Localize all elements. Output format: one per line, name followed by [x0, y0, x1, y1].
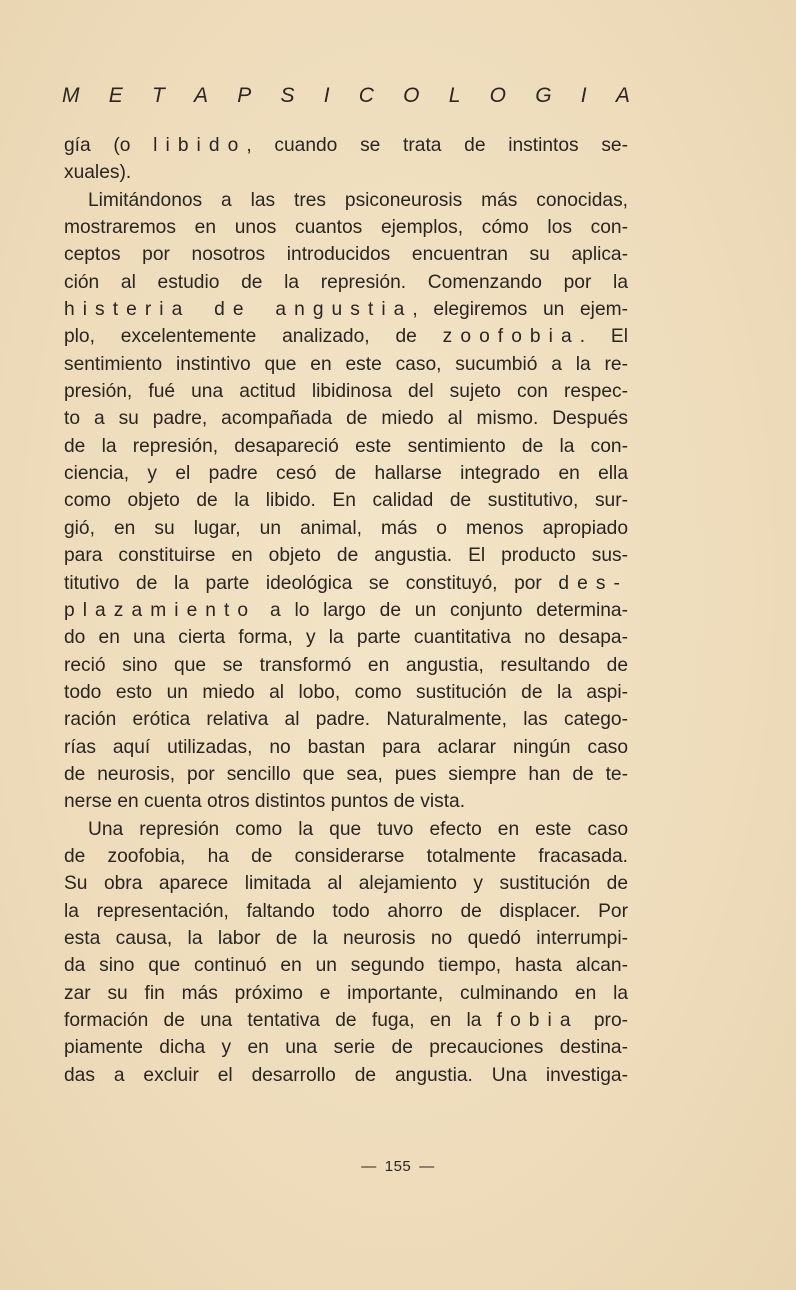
- text-line: [64, 460, 628, 487]
- text-run: para constituirse en objeto de angustia. El producto sus-: [64, 545, 628, 567]
- running-head-letter: S: [280, 84, 295, 107]
- text-line: [64, 323, 628, 350]
- text-line: [64, 159, 628, 186]
- text-line: [64, 925, 628, 952]
- text-line: [64, 570, 628, 597]
- running-head-letter: O: [489, 84, 506, 107]
- text-run: piamente dicha y en una serie de precauciones destina-: [64, 1037, 628, 1059]
- running-head-letter: A: [615, 84, 630, 107]
- text-line: [64, 843, 628, 870]
- text-run: da sino que continuó en un segundo tiempo, hasta alcan-: [64, 955, 628, 977]
- text-run: presión, fué una actitud libidinosa del sujeto con respec-: [64, 381, 628, 403]
- text-run: das a excluir el desarrollo de angustia. Una investiga-: [64, 1064, 628, 1086]
- page-number: [0, 1158, 796, 1175]
- running-head-letter: C: [358, 84, 374, 107]
- text-line: [64, 734, 628, 761]
- running-head: [62, 84, 630, 108]
- text-line: [64, 679, 628, 706]
- running-head-letter: O: [403, 84, 420, 107]
- text-line: [64, 652, 628, 679]
- text-line: [64, 187, 628, 214]
- running-head-letter: L: [448, 84, 461, 107]
- text-run: xuales).: [64, 162, 132, 184]
- text-run: Una represión como la que tuvo efecto en este caso: [88, 818, 628, 840]
- text-run: esta causa, la labor de la neurosis no quedó interrumpi-: [64, 927, 628, 949]
- text-line: [64, 1007, 628, 1034]
- text-line: [64, 761, 628, 788]
- text-run: do en una cierta forma, y la parte cuantitativa no desapa-: [64, 627, 628, 649]
- running-head-letter: M: [62, 84, 80, 107]
- text-line: [64, 788, 628, 815]
- text-line: [64, 405, 628, 432]
- text-run: pro-: [578, 1010, 629, 1031]
- running-head-letter: T: [151, 84, 165, 107]
- text-run: reció sino que se transformó en angustia, resultando de: [64, 654, 628, 676]
- text-run: Limitándonos a las tres psiconeurosis más conocidas,: [88, 189, 628, 211]
- text-line: [64, 269, 628, 296]
- spaced-emphasis: fobia: [496, 1010, 579, 1031]
- text-line: [64, 542, 628, 569]
- spaced-emphasis: zoofobia: [442, 326, 580, 348]
- text-run: plo, excelentemente analizado, de: [64, 326, 443, 348]
- text-run: ción al estudio de la represión. Comenzando por la: [64, 271, 628, 293]
- text-run: titutivo de la parte ideológica se constituyó, por: [64, 572, 559, 594]
- text-run: de la represión, desapareció este sentimiento de la con-: [64, 435, 628, 457]
- text-run: gió, en su lugar, un animal, más o menos apropiado: [64, 517, 628, 539]
- text-run: . El: [579, 326, 628, 348]
- running-head-letter: I: [580, 84, 587, 107]
- spaced-emphasis: des-: [558, 572, 628, 594]
- spaced-emphasis: histeria de angustia: [64, 299, 413, 321]
- text-line: [64, 1034, 628, 1061]
- text-run: mostraremos en unos cuantos ejemplos, cómo los con-: [64, 217, 628, 239]
- text-run: a lo largo de un conjunto determina-: [256, 599, 628, 621]
- text-line: [64, 378, 628, 405]
- running-head-letter: P: [237, 84, 252, 107]
- text-run: , cuando se trata de instintos se-: [246, 135, 628, 156]
- text-run: ciencia, y el padre cesó de hallarse integrado en ella: [64, 463, 628, 485]
- text-run: de zoofobia, ha de considerarse totalmente fracasada.: [64, 845, 628, 867]
- text-line: [64, 870, 628, 897]
- text-line: [64, 980, 628, 1007]
- folio-dash-right: —: [419, 1158, 435, 1175]
- text-run: , elegiremos un ejem-: [412, 299, 628, 321]
- text-run: gía (o: [64, 135, 154, 156]
- text-run: Su obra aparece limitada al alejamiento y sustitución de: [64, 873, 628, 895]
- text-run: zar su fin más próximo e importante, culminando en la: [64, 982, 628, 1004]
- running-head-letter: E: [108, 84, 123, 107]
- text-line: [64, 597, 628, 624]
- text-run: formación de una tentativa de fuga, en la: [64, 1010, 497, 1031]
- text-line: [64, 706, 628, 733]
- running-head-letter: G: [535, 84, 552, 107]
- text-line: [64, 214, 628, 241]
- text-run: sentimiento instintivo que en este caso, sucumbió a la re-: [64, 353, 628, 375]
- text-run: como objeto de la libido. En calidad de sustitutivo, sur-: [64, 490, 628, 512]
- folio-dash-left: —: [361, 1158, 377, 1175]
- running-head-letter: I: [323, 84, 330, 107]
- text-run: to a su padre, acompañada de miedo al mismo. Después: [64, 408, 628, 430]
- text-run: de neurosis, por sencillo que sea, pues siempre han de te-: [64, 763, 628, 785]
- text-run: ración erótica relativa al padre. Naturalmente, las catego-: [64, 709, 628, 731]
- text-line: [64, 132, 628, 159]
- text-line: [64, 241, 628, 268]
- text-run: rías aquí utilizadas, no bastan para aclarar ningún caso: [64, 736, 628, 758]
- spaced-emphasis: plazamiento: [64, 599, 257, 621]
- text-run: la representación, faltando todo ahorro de displacer. Por: [64, 900, 628, 922]
- text-line: [64, 296, 628, 323]
- running-head-letter: A: [194, 84, 209, 107]
- text-line: [64, 1062, 628, 1089]
- text-line: [64, 487, 628, 514]
- body-text: [64, 132, 628, 1089]
- page-number-value: 155: [384, 1158, 412, 1175]
- text-line: [64, 624, 628, 651]
- text-run: todo esto un miedo al lobo, como sustitución de la aspi-: [64, 681, 628, 703]
- spaced-emphasis: libido: [153, 135, 247, 156]
- text-line: [64, 433, 628, 460]
- text-run: ceptos por nosotros introducidos encuentran su aplica-: [64, 244, 628, 266]
- text-line: [64, 952, 628, 979]
- text-line: [64, 351, 628, 378]
- text-line: [64, 816, 628, 843]
- text-line: [64, 898, 628, 925]
- text-run: nerse en cuenta otros distintos puntos de vista.: [64, 791, 466, 813]
- text-line: [64, 515, 628, 542]
